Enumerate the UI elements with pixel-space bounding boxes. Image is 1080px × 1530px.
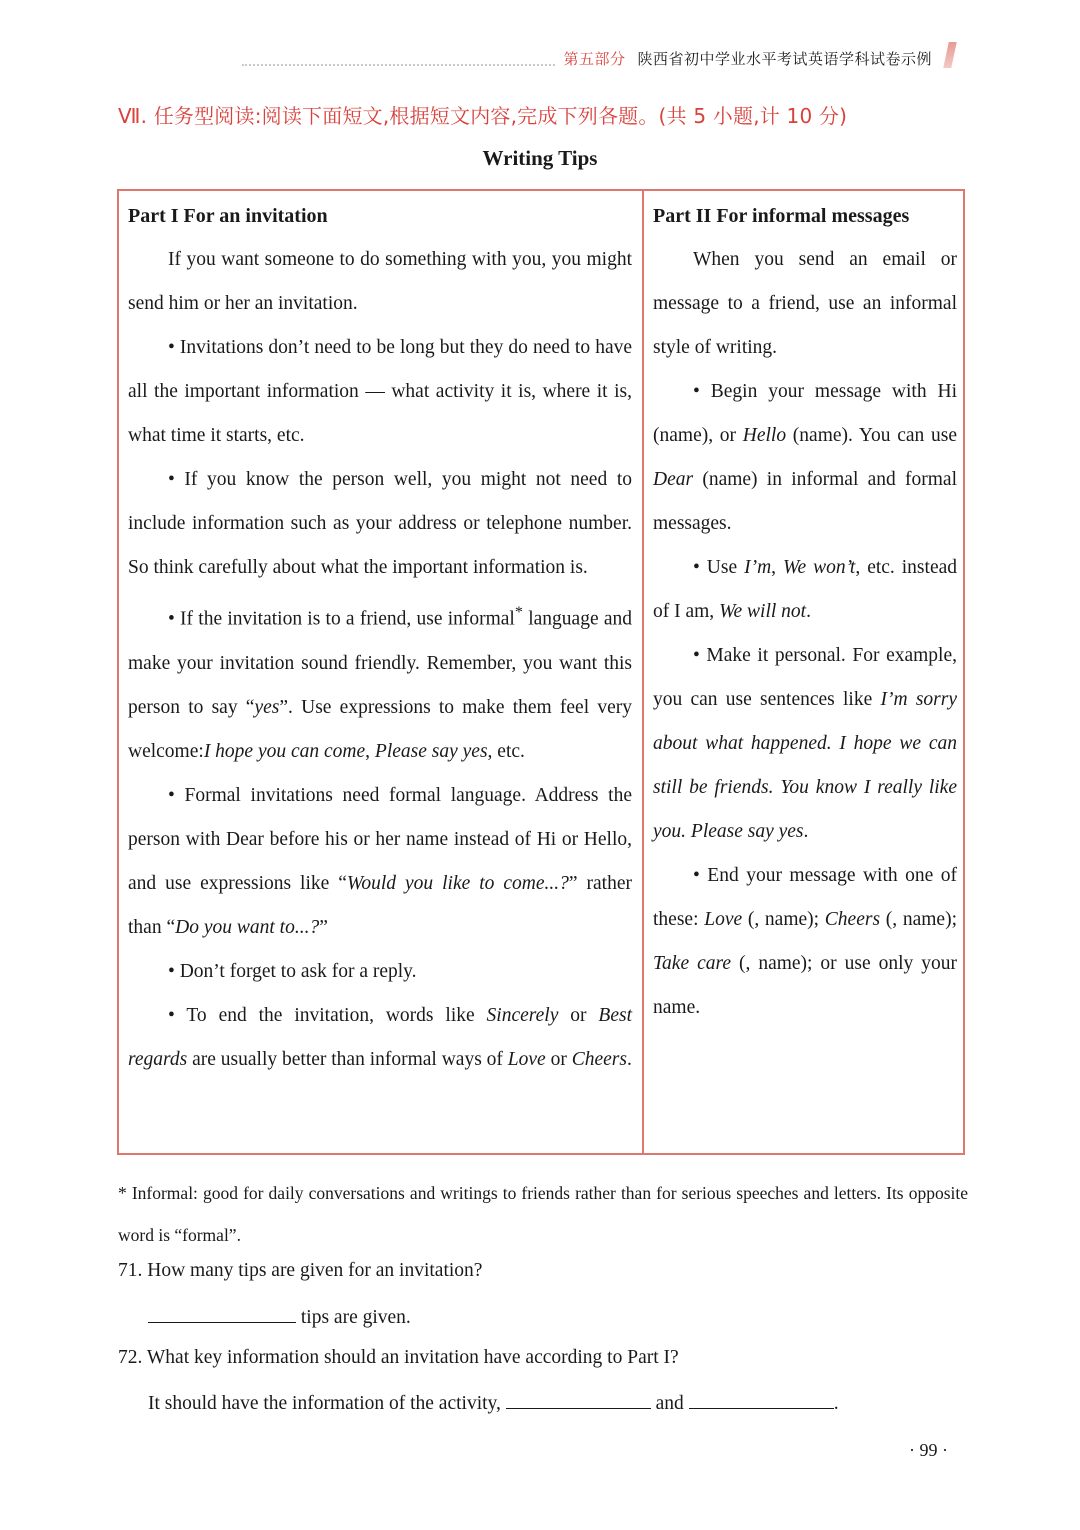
column-divider bbox=[642, 191, 644, 1153]
footnote: * Informal: good for daily conversations and writings to friends rather than for serious speeches and letters. Its opposite word is “formal”. bbox=[118, 1183, 968, 1245]
tip6-text-c: are usually better than informal ways of bbox=[187, 1048, 508, 1070]
tip3-expression-2: Please say yes bbox=[374, 740, 488, 762]
section-title: Ⅶ. 任务型阅读:阅读下面短文,根据短文内容,完成下列各题。(共 5 小题,计 10 分) bbox=[118, 104, 848, 128]
part2-intro: When you send an email or message to a friend, use an informal style of writing. bbox=[653, 249, 957, 358]
p2tip4-text-b: (, name); bbox=[742, 909, 825, 930]
p2tip2-word-3: We will not bbox=[719, 601, 807, 622]
p2tip2-text-d: . bbox=[806, 601, 811, 622]
part1-heading: Part I For an invitation bbox=[128, 205, 328, 227]
answer-71-suffix: tips are given. bbox=[300, 1307, 411, 1328]
p2tip3-text-b: . bbox=[803, 821, 809, 842]
answer-72-prefix: It should have the information of the activity, bbox=[148, 1393, 501, 1414]
part1-tip-4 bbox=[128, 774, 632, 950]
p2tip1-text-b: (name). You can use bbox=[786, 425, 957, 446]
tip3-yes: yes bbox=[254, 696, 280, 718]
tip6-text-b: or bbox=[558, 1004, 599, 1026]
tip3-text-d: , bbox=[365, 740, 375, 762]
p2tip4-word-1: Love bbox=[704, 909, 743, 930]
p2tip2-text-c: , etc. instead of I am, bbox=[653, 557, 958, 622]
tip6-word-1: Sincerely bbox=[486, 1004, 559, 1026]
answer-blank-72b[interactable] bbox=[689, 1390, 834, 1409]
part1-intro: If you want someone to do something with you, you might send him or her an invitation. bbox=[128, 249, 632, 314]
tip3-text-a: • If the invitation is to a friend, use informal bbox=[168, 608, 515, 630]
answer-72-line bbox=[148, 1390, 839, 1415]
p2tip1-word-1: Hello bbox=[742, 425, 787, 446]
tip4-text-c: ” bbox=[319, 916, 328, 938]
p2tip4-text-a: • End your message with one of these: bbox=[653, 865, 957, 930]
tip6-word-2: Best regards bbox=[128, 1004, 632, 1070]
question-72: 72. What key information should an invitation have according to Part I? bbox=[118, 1347, 679, 1368]
tip4-expression-2: Do you want to...? bbox=[175, 916, 320, 938]
part2-tip-2 bbox=[653, 546, 957, 634]
header-part-label: 第五部分 bbox=[563, 50, 626, 68]
answer-72-mid: and bbox=[655, 1393, 684, 1414]
tip3-text-c: ”. Use expressions to make them feel very welcome: bbox=[128, 696, 632, 762]
tip6-text-a: • To end the invitation, words like bbox=[168, 1004, 487, 1026]
answer-72-end: . bbox=[833, 1393, 839, 1414]
p2tip2-text-b: , bbox=[771, 557, 784, 578]
tip6-text-d: or bbox=[545, 1048, 572, 1070]
p2tip1-word-2: Dear bbox=[653, 469, 694, 490]
answer-blank-72a[interactable] bbox=[506, 1390, 651, 1409]
part2-tip-1 bbox=[653, 370, 957, 546]
answer-71-line bbox=[148, 1304, 411, 1329]
writing-tips-table bbox=[117, 189, 965, 1155]
header-accent-bar bbox=[943, 42, 957, 68]
p2tip2-text-a: • Use bbox=[693, 557, 745, 578]
page-header bbox=[242, 40, 962, 70]
part2-column bbox=[653, 191, 957, 1030]
p2tip4-text-c: (, name); bbox=[880, 909, 957, 930]
part1-tip-6 bbox=[128, 994, 632, 1082]
header-exam-name: 陕西省初中学业水平考试英语学科试卷示例 bbox=[637, 50, 932, 68]
part2-heading: Part II For informal messages bbox=[653, 205, 910, 227]
p2tip2-word-2: We won’t bbox=[783, 557, 856, 578]
tip6-text-e: . bbox=[626, 1048, 632, 1070]
tip4-text-b: ” rather than “ bbox=[128, 872, 632, 938]
header-title bbox=[557, 48, 932, 69]
tip4-text-a: • Formal invitations need formal language. Address the person with Dear before his or her name instead of Hi or Hello, and use expressions like “ bbox=[128, 784, 632, 894]
part1-tip-3 bbox=[128, 590, 632, 774]
part1-tip-1: • Invitations don’t need to be long but they do need to have all the important information — what activity it is, where it is, what time it starts, etc. bbox=[128, 337, 632, 446]
tip3-expression-1: I hope you can come bbox=[203, 740, 366, 762]
page-number: · 99 · bbox=[909, 1440, 948, 1460]
tip6-word-3: Love bbox=[507, 1048, 546, 1070]
part1-tip-2: • If you know the person well, you might not need to include information such as your address or telephone number. So think carefully about what the important information is. bbox=[128, 469, 632, 578]
p2tip4-text-d: (, name); or use only your name. bbox=[653, 953, 957, 1018]
part1-tip-5: • Don’t forget to ask for a reply. bbox=[168, 960, 417, 982]
p2tip3-text-a: • Make it personal. For example, you can use sentences like bbox=[653, 645, 957, 710]
part1-column bbox=[128, 191, 632, 1082]
part2-tip-3 bbox=[653, 634, 957, 854]
question-71: 71. How many tips are given for an invitation? bbox=[118, 1260, 483, 1281]
p2tip1-text-c: (name) in informal and formal messages. bbox=[653, 469, 957, 534]
tip4-expression-1: Would you like to come...? bbox=[346, 872, 569, 894]
p2tip1-text-a: • Begin your message with Hi (name), or bbox=[653, 381, 957, 446]
tip3-text-b: language and make your invitation sound friendly. Remember, you want this person to say “ bbox=[128, 608, 632, 718]
p2tip4-word-3: Take care bbox=[653, 953, 732, 974]
p2tip2-word-1: I’m bbox=[744, 557, 772, 578]
answer-blank-71[interactable] bbox=[148, 1304, 296, 1323]
footnote-marker: * bbox=[514, 603, 523, 621]
p2tip3-sentences: I’m sorry about what happened. I hope we can still be friends. You know I really like you. Please say yes bbox=[653, 689, 957, 842]
p2tip4-word-2: Cheers bbox=[824, 909, 881, 930]
passage-title: Writing Tips bbox=[482, 146, 598, 170]
tip3-text-e: , etc. bbox=[487, 740, 525, 762]
part2-tip-4 bbox=[653, 854, 957, 1030]
tip6-word-4: Cheers bbox=[571, 1048, 627, 1070]
